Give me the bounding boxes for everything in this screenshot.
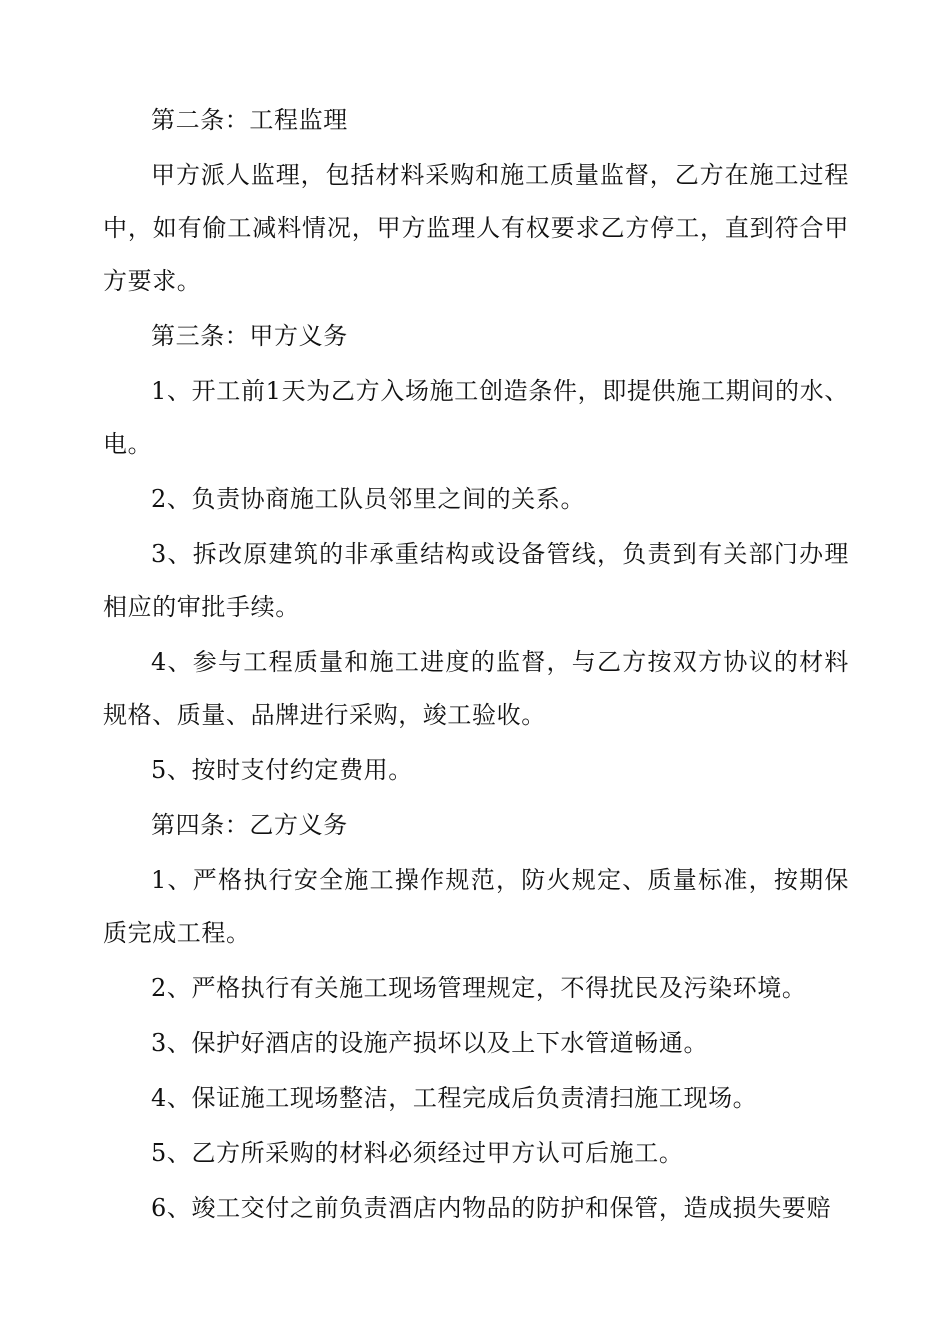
section-heading-article-4: 第四条：乙方义务	[151, 811, 348, 839]
paragraph-party-a-item-4: 4、参与工程质量和施工进度的监督，与乙方按双方协议的材料规格、质量、品牌进行采购，竣工验收。	[103, 648, 849, 729]
paragraph-party-b-item-4: 4、保证施工现场整洁，工程完成后负责清扫施工现场。	[151, 1084, 758, 1112]
paragraph-party-b-item-1: 1、严格执行安全施工操作规范，防火规定、质量标准，按期保质完成工程。	[103, 866, 849, 947]
section-heading-article-3: 第三条：甲方义务	[151, 322, 348, 350]
paragraph-party-a-item-2: 2、负责协商施工队员邻里之间的关系。	[151, 485, 586, 513]
paragraph-party-b-item-6: 6、竣工交付之前负责酒店内物品的防护和保管，造成损失要赔	[151, 1194, 832, 1222]
paragraph-party-b-item-3: 3、保护好酒店的设施产损坏以及上下水管道畅通。	[151, 1029, 709, 1057]
paragraph-supervision: 甲方派人监理，包括材料采购和施工质量监督，乙方在施工过程中，如有偷工减料情况，甲方监理人有权要求乙方停工，直到符合甲方要求。	[103, 161, 849, 295]
document-body	[103, 94, 849, 1235]
paragraph-party-b-item-2: 2、严格执行有关施工现场管理规定，不得扰民及污染环境。	[151, 974, 807, 1002]
section-heading-article-2: 第二条：工程监理	[151, 106, 348, 134]
paragraph-party-a-item-5: 5、按时支付约定费用。	[151, 756, 413, 784]
paragraph-party-b-item-5: 5、乙方所采购的材料必须经过甲方认可后施工。	[151, 1139, 684, 1167]
paragraph-party-a-item-3: 3、拆改原建筑的非承重结构或设备管线，负责到有关部门办理相应的审批手续。	[103, 540, 849, 621]
paragraph-party-a-item-1: 1、开工前1天为乙方入场施工创造条件，即提供施工期间的水、电。	[103, 377, 849, 458]
